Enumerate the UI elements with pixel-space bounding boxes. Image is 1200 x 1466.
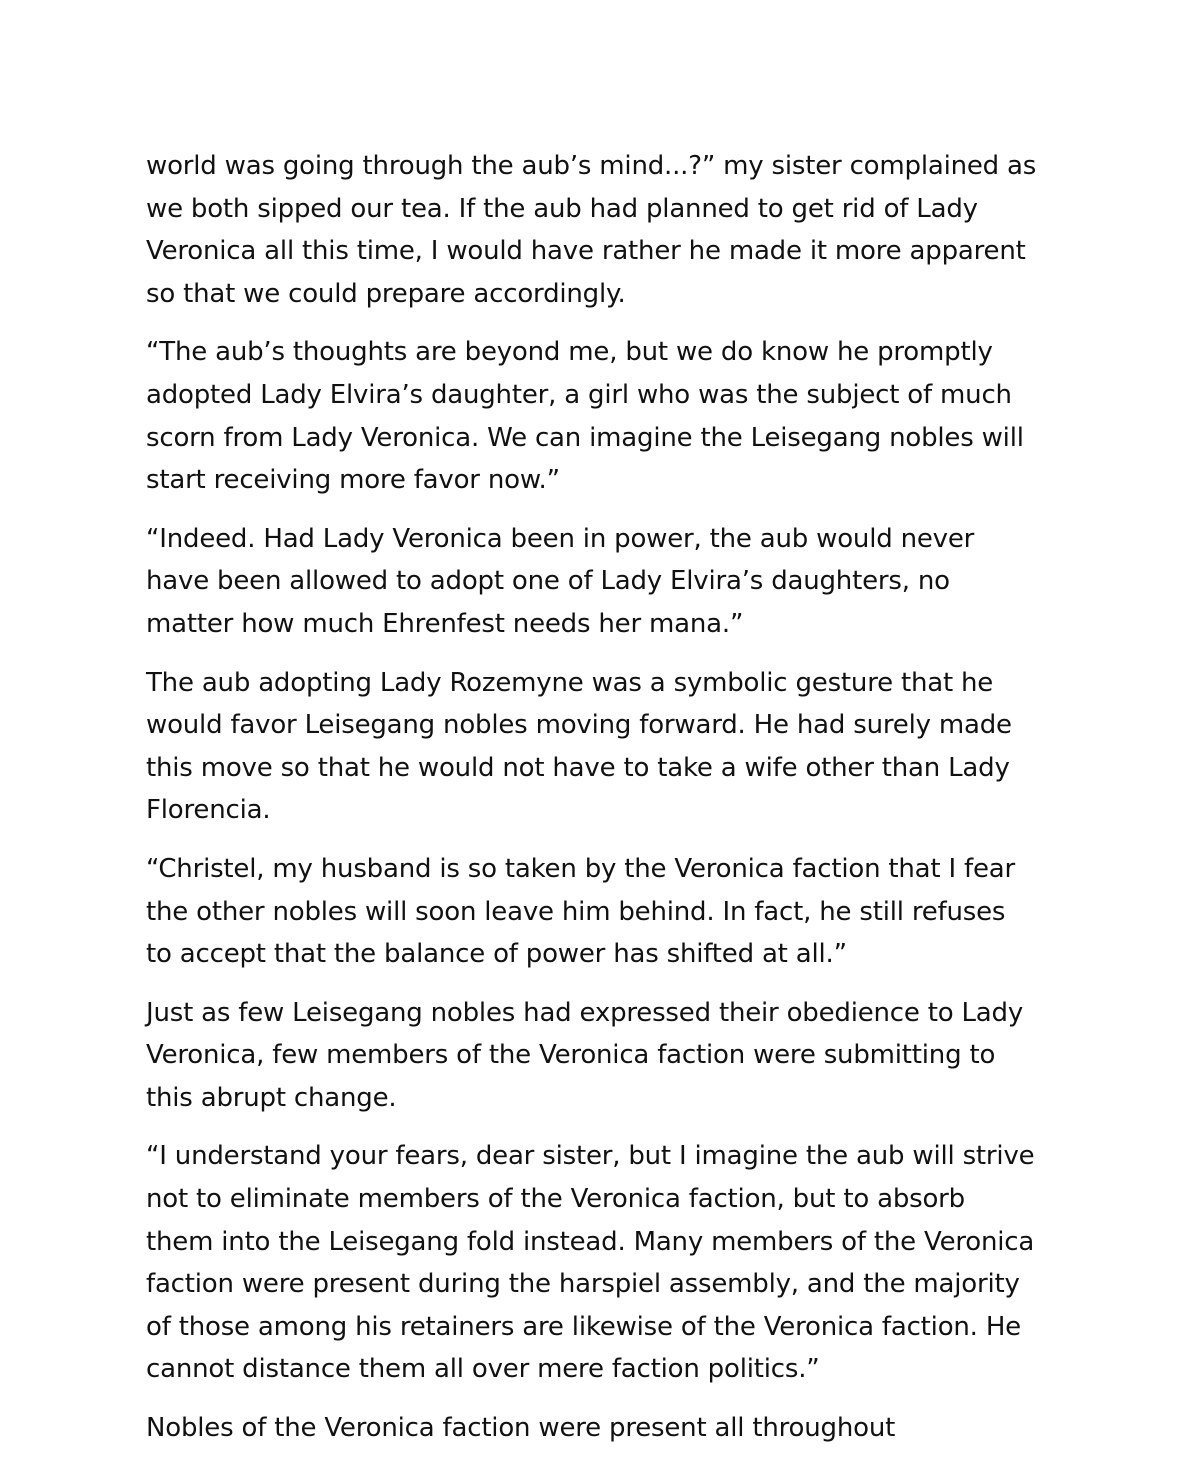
text-line: have been allowed to adopt one of Lady Elvira’s daughters, no (146, 566, 950, 597)
text-line: to accept that the balance of power has shifted at all.” (146, 939, 847, 970)
text-line: this move so that he would not have to take a wife other than Lady (146, 752, 1010, 783)
text-line: adopted Lady Elvira’s daughter, a girl who was the subject of much (146, 379, 1012, 410)
text-line: Veronica, few members of the Veronica faction were submitting to (146, 1040, 996, 1071)
text-line: world was going through the aub’s mind...?” my sister complained as (146, 151, 1037, 181)
paragraph (146, 518, 1066, 646)
text-line: cannot distance them all over mere faction politics.” (146, 1354, 820, 1385)
text-line: The aub adopting Lady Rozemyne was a symbolic gesture that he (146, 667, 994, 698)
document-text-body (146, 145, 1066, 1466)
text-line: matter how much Ehrenfest needs her mana.” (146, 608, 744, 639)
text-line: the other nobles will soon leave him behind. In fact, he still refuses (146, 896, 1006, 927)
text-line: we both sipped our tea. If the aub had planned to get rid of Lady (146, 193, 978, 224)
text-line: them into the Leisegang fold instead. Many members of the Veronica (146, 1226, 1035, 1257)
paragraph (146, 662, 1066, 832)
text-line: “I understand your fears, dear sister, but I imagine the aub will strive (146, 1141, 1035, 1172)
text-line: faction were present during the harspiel assembly, and the majority (146, 1269, 1020, 1300)
text-line: of those among his retainers are likewise of the Veronica faction. He (146, 1311, 1021, 1342)
text-line: Veronica all this time, I would have rather he made it more apparent (146, 236, 1026, 267)
text-line: Florencia. (146, 795, 271, 826)
text-line: Just as few Leisegang nobles had expressed their obedience to Lady (146, 997, 1024, 1028)
text-line: would favor Leisegang nobles moving forward. He had surely made (146, 710, 1012, 741)
paragraph (146, 848, 1066, 976)
text-line: so that we could prepare accordingly. (146, 278, 626, 309)
text-line: “Christel, my husband is so taken by the Veronica faction that I fear (146, 853, 1015, 884)
paragraph (146, 1135, 1066, 1391)
text-line: “Indeed. Had Lady Veronica been in power, the aub would never (146, 523, 975, 554)
text-line: this abrupt change. (146, 1082, 397, 1113)
paragraph (146, 145, 1066, 315)
text-line: start receiving more favor now.” (146, 465, 560, 496)
text-line: “The aub’s thoughts are beyond me, but we do know he promptly (146, 337, 993, 368)
paragraph (146, 992, 1066, 1120)
text-line: not to eliminate members of the Veronica faction, but to absorb (146, 1184, 965, 1215)
text-line: scorn from Lady Veronica. We can imagine the Leisegang nobles will (146, 422, 1024, 453)
text-line: Nobles of the Veronica faction were present all throughout (146, 1413, 896, 1444)
paragraph (146, 1407, 1066, 1450)
paragraph (146, 331, 1066, 501)
